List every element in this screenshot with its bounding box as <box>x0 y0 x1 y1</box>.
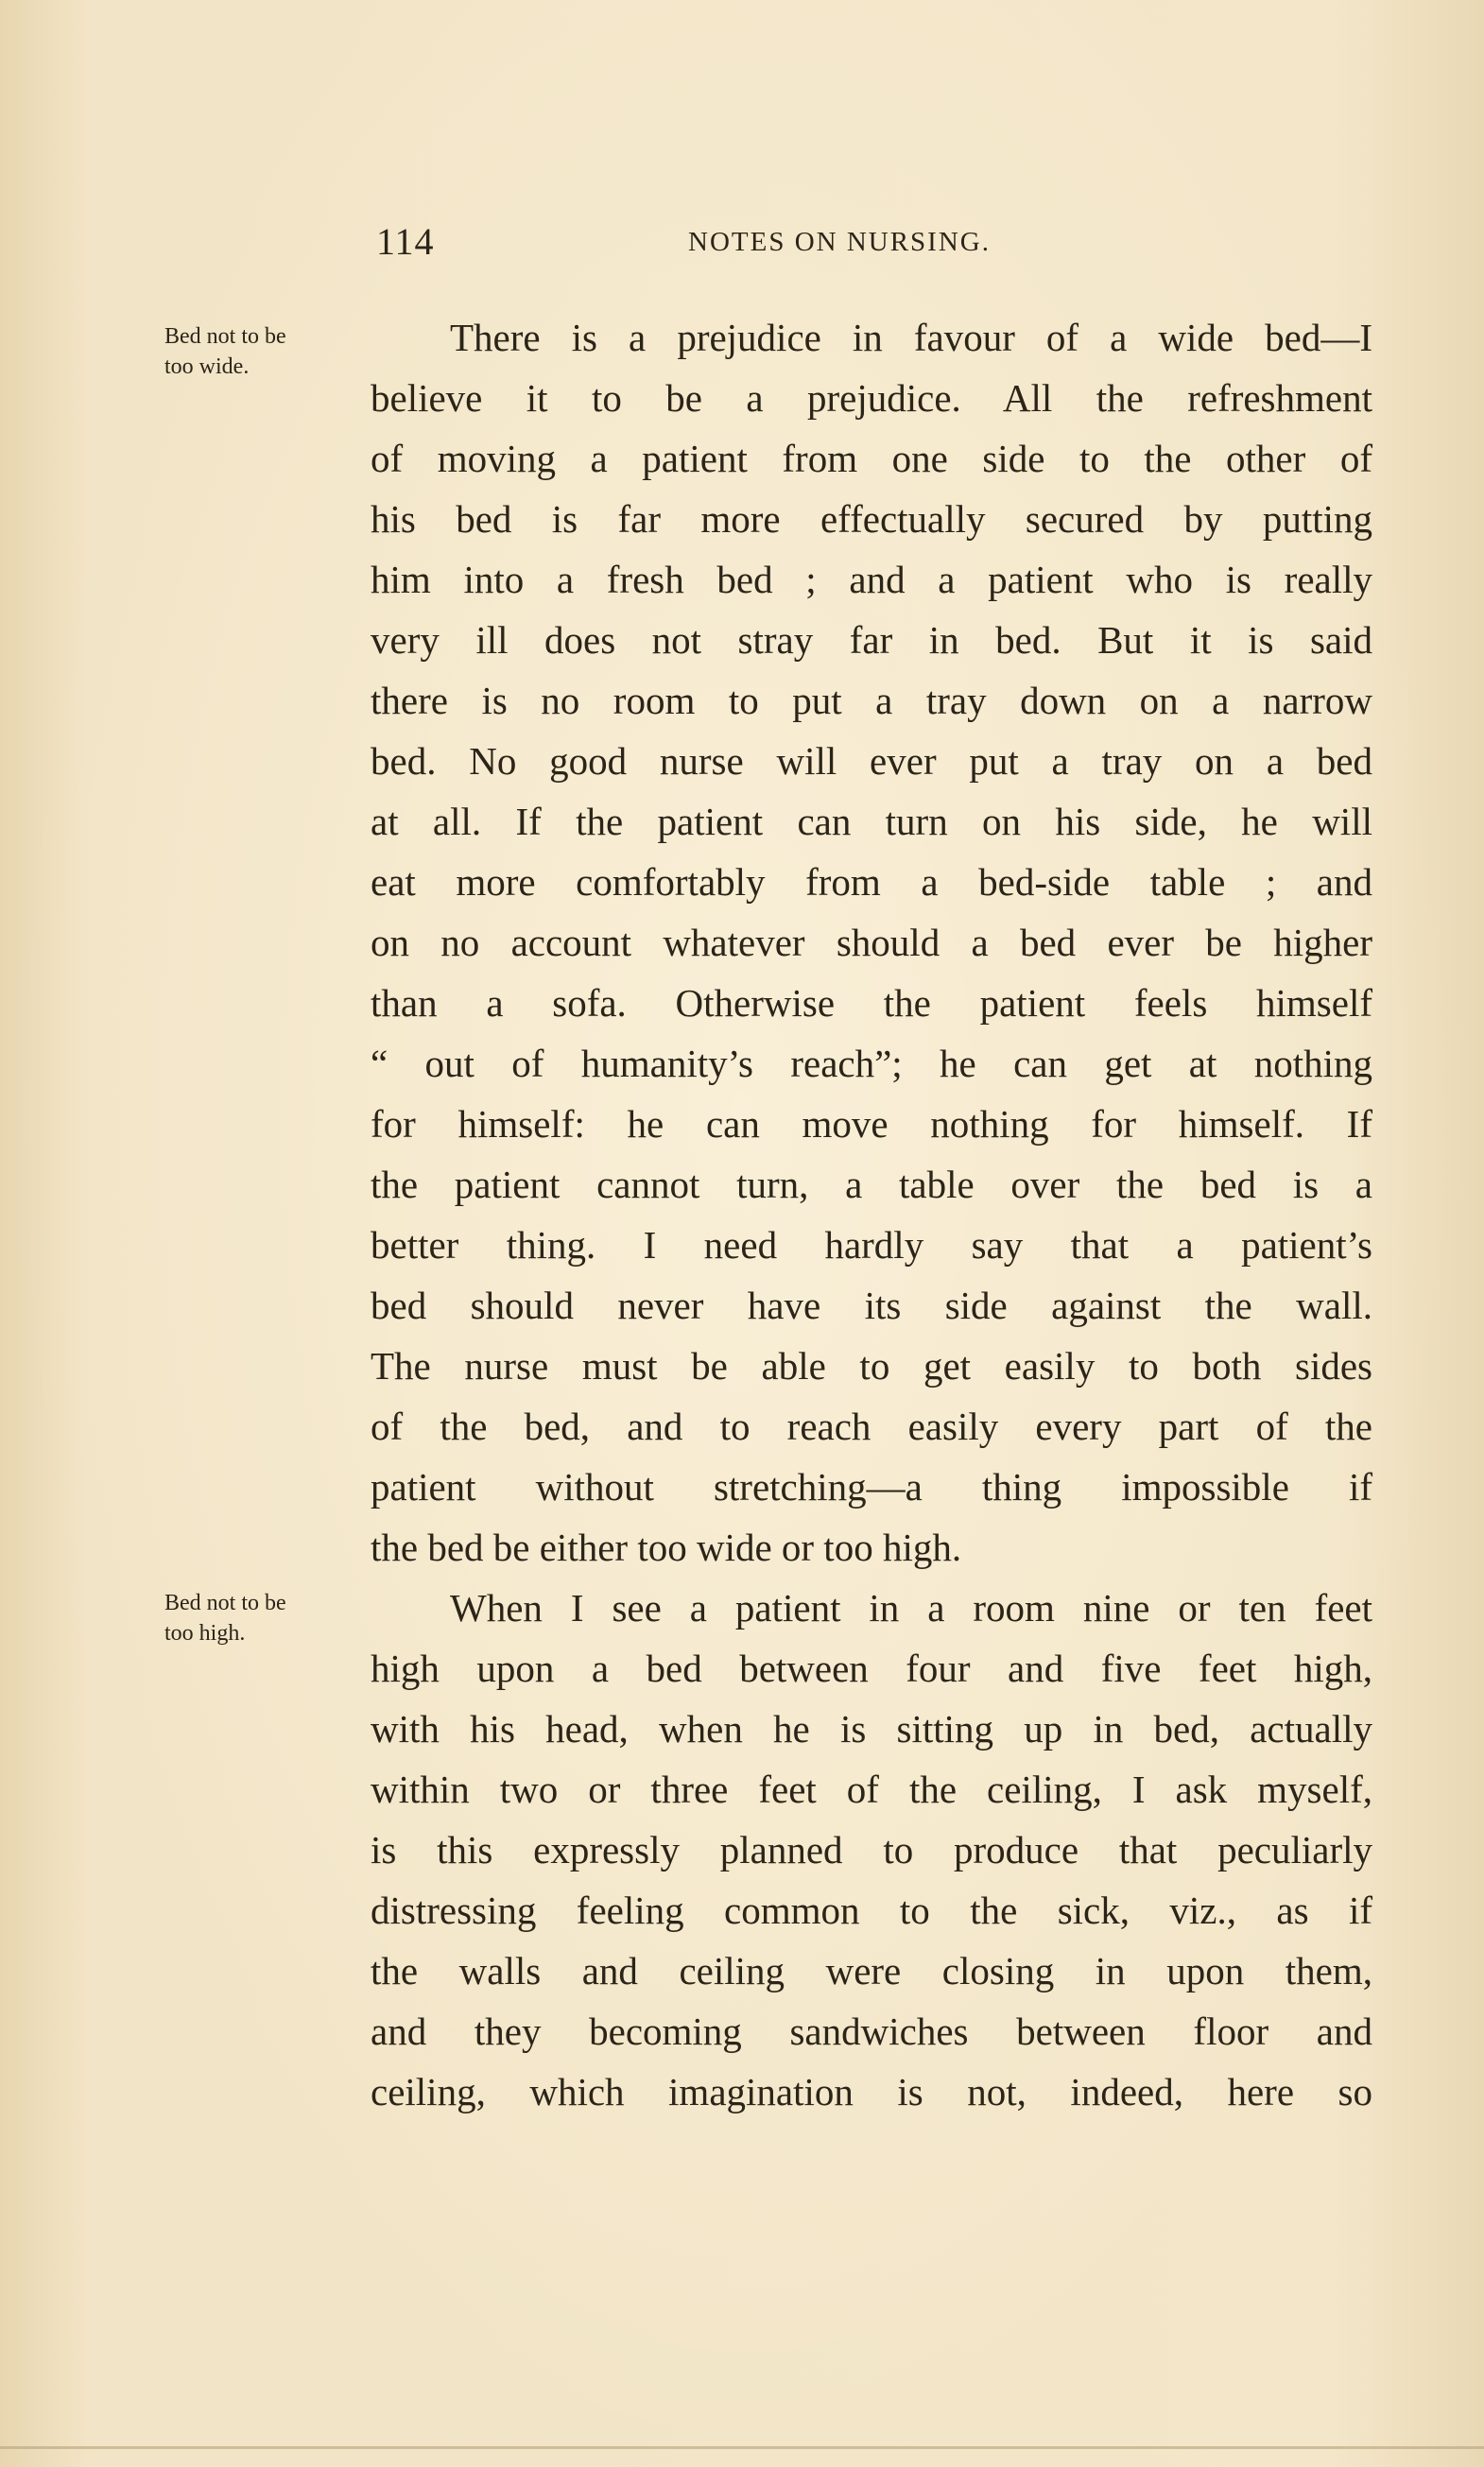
text-line: and they becoming sandwiches between floor and <box>371 2010 1372 2053</box>
text-line: bed. No good nurse will ever put a tray on a bed <box>371 739 1372 783</box>
text-line: “ out of humanity’s reach”; he can get at nothing <box>371 1042 1372 1085</box>
sidenote-bed-too-high <box>164 1588 363 1648</box>
page-number: 114 <box>376 220 435 263</box>
text-line: him into a fresh bed ; and a patient who is really <box>371 558 1372 601</box>
text-line: with his head, when he is sitting up in bed, actually <box>371 1707 1372 1751</box>
text-line: ceiling, which imagination is not, indeed, here so <box>371 2070 1372 2113</box>
text-line: When I see a patient in a room nine or ten feet <box>450 1586 1372 1630</box>
text-line: the walls and ceiling were closing in upon them, <box>371 1949 1372 1993</box>
sidenote-line: Bed not to be <box>164 324 286 349</box>
text-line: eat more comfortably from a bed-side table ; and <box>371 860 1372 904</box>
text-line: of moving a patient from one side to the other of <box>371 437 1372 480</box>
text-line: is this expressly planned to produce that peculiarly <box>371 1828 1372 1872</box>
page-header <box>0 219 1484 276</box>
text-line: for himself: he can move nothing for himself. If <box>371 1102 1372 1146</box>
sidenote-bed-too-wide <box>164 321 363 382</box>
text-line: the patient cannot turn, a table over the bed is a <box>371 1163 1372 1206</box>
sidenote-line: Bed not to be <box>164 1591 286 1615</box>
text-line: the bed be either too wide or too high. <box>371 1526 962 1569</box>
text-line: patient without stretching—a thing impossible if <box>371 1465 1372 1509</box>
text-line: very ill does not stray far in bed. But it is said <box>371 618 1372 662</box>
text-line: at all. If the patient can turn on his side, he will <box>371 800 1372 843</box>
text-line: than a sofa. Otherwise the patient feels himself <box>371 981 1372 1025</box>
text-line: bed should never have its side against the wall. <box>371 1284 1372 1327</box>
text-line: within two or three feet of the ceiling, I ask myself, <box>371 1768 1372 1811</box>
sidenote-line: too wide. <box>164 354 250 379</box>
text-line: distressing feeling common to the sick, viz., as if <box>371 1889 1372 1932</box>
body-text <box>371 307 1372 2122</box>
text-line: on no account whatever should a bed ever be higher <box>371 921 1372 964</box>
text-line: better thing. I need hardly say that a patient’s <box>371 1223 1372 1267</box>
text-line: his bed is far more effectually secured by putting <box>371 497 1372 541</box>
text-line: high upon a bed between four and five feet high, <box>371 1647 1372 1690</box>
text-line: The nurse must be able to get easily to both sides <box>371 1344 1372 1388</box>
text-line: believe it to be a prejudice. All the refreshment <box>371 376 1372 420</box>
running-head: NOTES ON NURSING. <box>688 227 991 257</box>
sidenote-line: too high. <box>164 1621 246 1646</box>
page-bottom-edge <box>0 2446 1484 2449</box>
text-line: there is no room to put a tray down on a narrow <box>371 679 1372 722</box>
text-line: of the bed, and to reach easily every part of the <box>371 1405 1372 1448</box>
text-line: There is a prejudice in favour of a wide bed—I <box>450 316 1372 359</box>
